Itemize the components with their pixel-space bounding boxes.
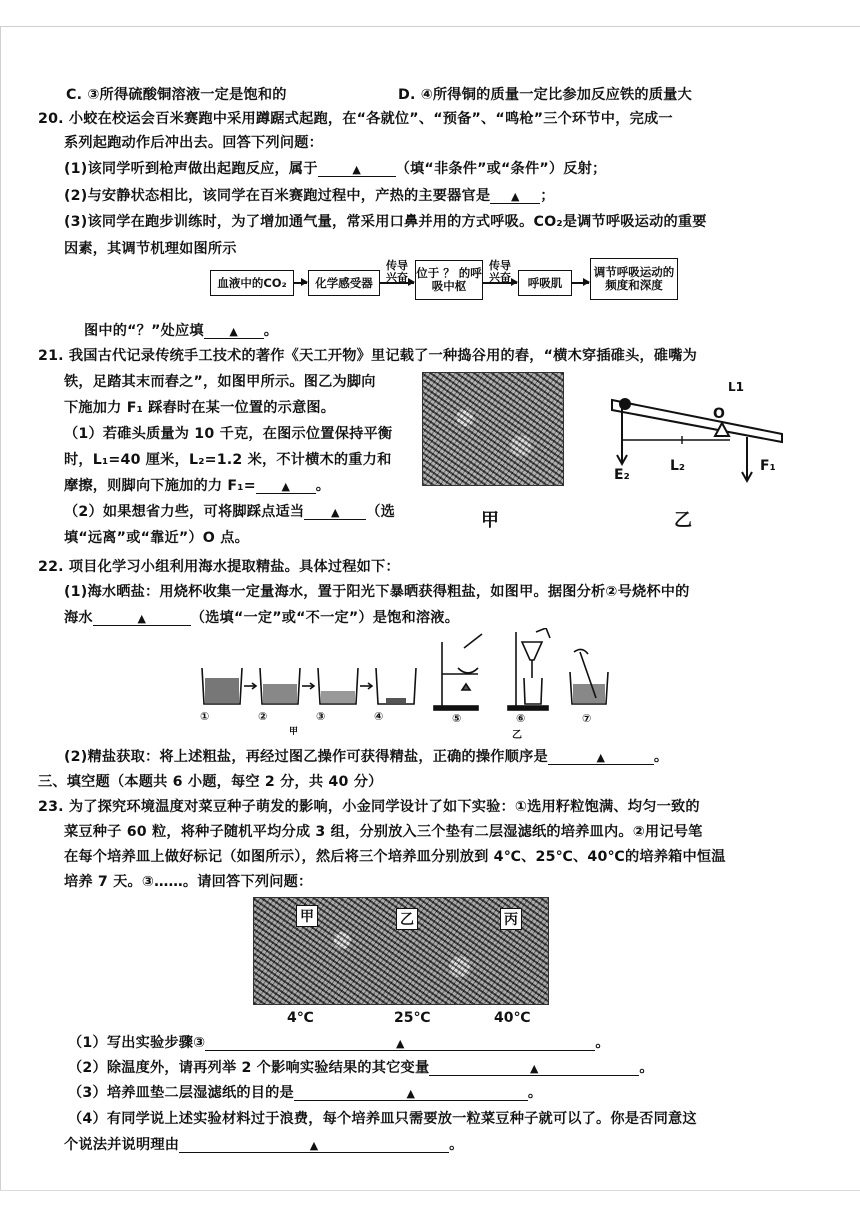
woodcut-illustration (422, 372, 564, 486)
lever-o-label: O (713, 406, 725, 422)
q21-stem-1: 21. 我国古代记录传统手工技术的著作《天工开物》里记载了一种捣谷用的舂，“横木穿插碓头，碓嘴为 (38, 348, 698, 364)
q20-part-1: (1)该同学听到枪声做出起跑反应，属于 ▲ （填“非条件”或“条件”）反射； (64, 161, 607, 177)
q20-part-3-answer: 图中的“？”处应填 ▲ 。 (84, 323, 279, 339)
q21-part-2: （2）如果想省力些，可将脚踩点适当 ▲ （选 (64, 504, 396, 520)
option-d: D. ④所得铜的质量一定比参加反应铁的质量大 (398, 87, 692, 103)
flow-box-respiratory-muscle: 呼吸肌 (518, 270, 572, 296)
temp-label-4: 4℃ (287, 1010, 314, 1026)
apparatus-num-5: ⑤ (452, 712, 462, 725)
beaker-num-3: ③ (316, 710, 326, 723)
fig22-yi-label: 乙 (512, 730, 522, 741)
q23-stem-3: 在每个培养皿上做好标记（如图所示），然后将三个培养皿分别放到 4℃、25℃、40℃的培养箱中恒温 (64, 849, 726, 865)
page-border-left (0, 26, 1, 1191)
q21-part-1: （1）若碓头质量为 10 千克，在图示位置保持平衡 (64, 426, 393, 442)
q20-part-2: (2)与安静状态相比，该同学在百米赛跑过程中，产热的主要器官是 ▲ ； (64, 188, 555, 204)
salt-extraction-figure (196, 628, 616, 740)
flow-arrow (293, 282, 307, 284)
beaker-num-2: ② (258, 710, 268, 723)
q21-part-2-cont: 填“远离”或“靠近”）O 点。 (64, 530, 249, 546)
flow-box-blood-co2: 血液中的CO₂ (210, 270, 294, 296)
lever-beam (612, 400, 782, 442)
q23-part-1: （1）写出实验步骤③ ▲ 。 (68, 1035, 610, 1051)
q22-part-2: (2)精盐获取：将上述粗盐，再经过图乙操作可获得精盐，正确的操作顺序是 ▲ 。 (64, 749, 669, 765)
q23-stem-1: 23. 为了探究环境温度对菜豆种子萌发的影响，小金同学设计了如下实验：①选用籽粒饱满、均匀一致的 (38, 799, 700, 815)
q23-part-4-answer: 个说法并说明理由 ▲ 。 (64, 1137, 464, 1153)
flow-box-respiratory-center: 位于 ？ 的呼吸中枢 (415, 260, 483, 300)
beaker-num-1: ① (200, 710, 210, 723)
dish-label-bing: 丙 (500, 908, 522, 930)
temp-label-40: 40℃ (494, 1010, 531, 1026)
lever-l2-label: L₂ (670, 458, 686, 474)
flow-box-result: 调节呼吸运动的频度和深度 (590, 258, 678, 300)
q20-stem-2: 系列起跑动作后冲出去。回答下列问题： (64, 135, 323, 151)
dish-label-yi: 乙 (396, 908, 418, 930)
page-border-top (0, 26, 860, 27)
q20-part-3: (3)该同学在跑步训练时，为了增加通气量，常采用口鼻并用的方式呼吸。CO₂是调节呼吸运动的重要 (64, 214, 707, 230)
answer-blank[interactable]: ▲ (490, 187, 540, 204)
lever-f1-label: F₁ (760, 458, 776, 474)
temp-label-25: 25℃ (394, 1010, 431, 1026)
fig-yi-label: 乙 (674, 510, 692, 531)
flow-label-conduct: 传导兴奋 (489, 259, 511, 284)
answer-blank[interactable]: ▲ (179, 1136, 449, 1153)
answer-blank[interactable]: ▲ (294, 1084, 528, 1101)
q20-stem-1: 20. 小蛟在校运会百米赛跑中采用蹲踞式起跑，在“各就位”、“预备”、“鸣枪”三个环节中，完成一 (38, 111, 673, 127)
fig22-jia-label: 甲 (289, 727, 299, 737)
q23-stem-4: 培养 7 天。③……。请回答下列问题： (64, 874, 313, 890)
answer-blank[interactable]: ▲ (548, 748, 654, 765)
q21-part-1-cont: 时，L₁=40 厘米，L₂=1.2 米，不计横木的重力和 (64, 452, 392, 468)
apparatus-num-7: ⑦ (582, 712, 592, 725)
fig-jia-label: 甲 (481, 510, 499, 531)
flow-arrow (571, 282, 589, 284)
apparatus-num-6: ⑥ (516, 712, 526, 725)
answer-blank[interactable]: ▲ (205, 1034, 595, 1051)
q21-stem-3: 下施加力 F₁ 踩舂时在某一位置的示意图。 (64, 400, 336, 416)
answer-blank[interactable]: ▲ (318, 160, 396, 177)
q23-part-2: （2）除温度外，请再列举 2 个影响实验结果的其它变量 ▲ 。 (68, 1060, 654, 1076)
answer-blank[interactable]: ▲ (429, 1059, 639, 1076)
flow-box-chemoreceptor: 化学感受器 (308, 270, 380, 296)
q23-stem-2: 菜豆种子 60 粒，将种子随机平均分成 3 组，分别放入三个垫有二层湿滤纸的培养皿内。②用记号笔 (64, 824, 703, 840)
answer-blank[interactable]: ▲ (256, 477, 316, 494)
q23-part-4: （4）有同学说上述实验材料过于浪费，每个培养皿只需要放一粒菜豆种子就可以了。你是否同意这 (68, 1111, 697, 1127)
beaker-num-4: ④ (374, 710, 384, 723)
flow-label-conduct: 传导兴奋 (386, 259, 408, 284)
answer-blank[interactable]: ▲ (93, 609, 191, 626)
option-c: C. ③所得硫酸铜溶液一定是饱和的 (66, 87, 287, 103)
dish-label-jia: 甲 (296, 905, 318, 927)
q21-part-1-answer: 摩擦，则脚向下施加的力 F₁= ▲ 。 (64, 478, 331, 494)
q22-part-1: (1)海水晒盐：用烧杯收集一定量海水，置于阳光下暴晒获得粗盐，如图甲。据图分析②号烧杯中的 (64, 584, 690, 600)
lever-e2-label: E₂ (614, 467, 630, 483)
q23-part-3: （3）培养皿垫二层湿滤纸的目的是 ▲ 。 (68, 1085, 543, 1101)
q21-stem-2: 铁，足踏其末而舂之”，如图甲所示。图乙为脚向 (64, 374, 376, 390)
q22-part-1-answer: 海水 ▲ （选填“一定”或“不一定”）是饱和溶液。 (64, 610, 460, 626)
section-3-heading: 三、填空题（本题共 6 小题，每空 2 分，共 40 分） (38, 774, 383, 790)
page-border-bottom (0, 1190, 860, 1191)
q22-stem: 22. 项目化学习小组利用海水提取精盐。具体过程如下： (38, 559, 400, 575)
answer-blank[interactable]: ▲ (204, 322, 264, 339)
q20-part-3-cont: 因素，其调节机理如图所示 (64, 241, 237, 257)
lever-l1-label: L1 (728, 380, 744, 394)
answer-blank[interactable]: ▲ (304, 503, 366, 520)
